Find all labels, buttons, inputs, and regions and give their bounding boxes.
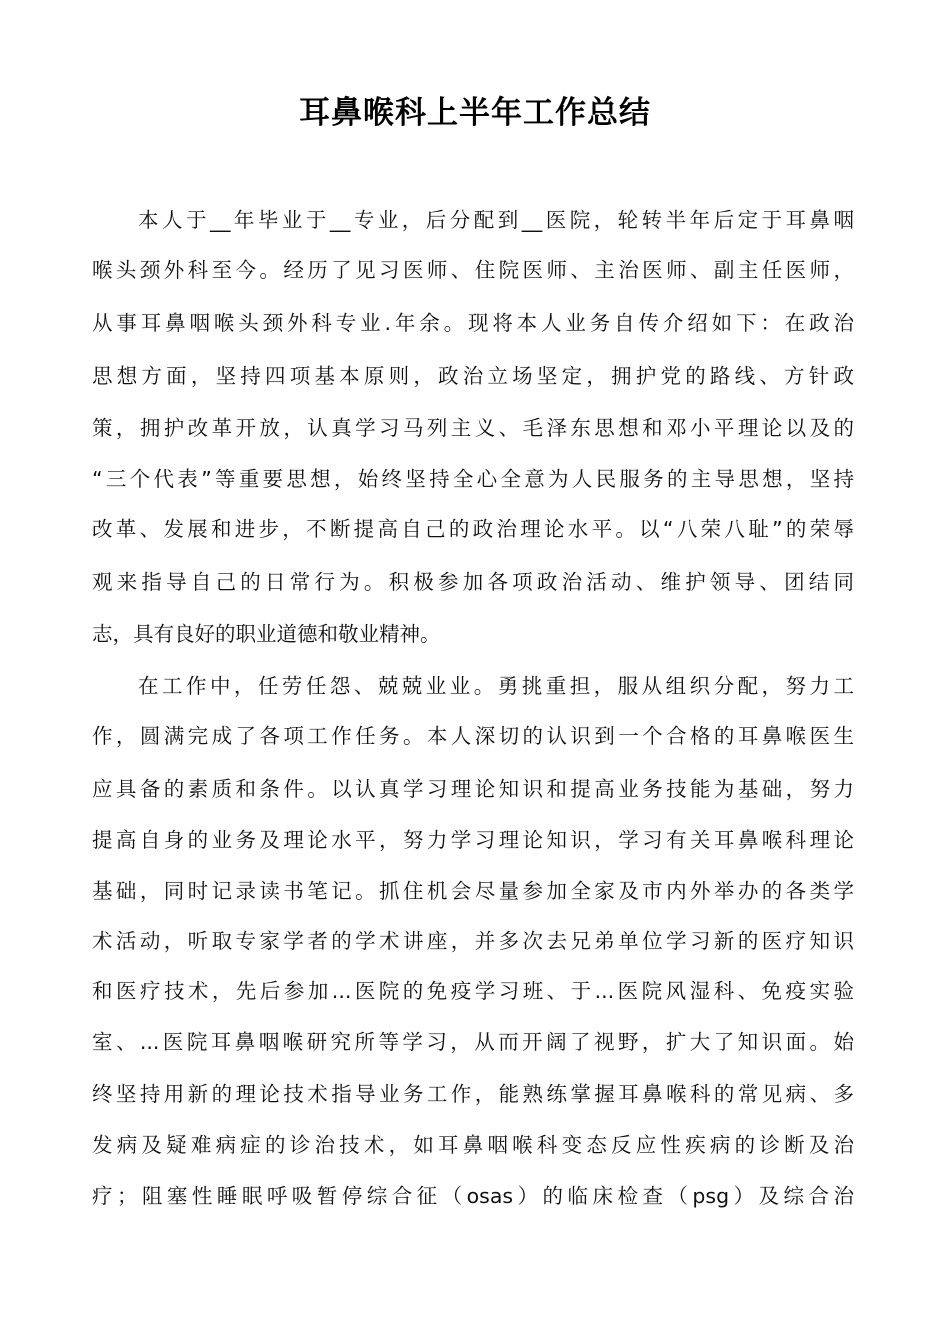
- paragraph-2-line-2: 作，圆满完成了各项工作任务。本人深切的认识到一个合格的耳鼻喉医生: [92, 724, 854, 748]
- paragraph-2-line-5: 基础，同时记录读书笔记。抓住机会尽量参加全家及市内外举办的各类学: [92, 879, 854, 903]
- paragraph-2-line-1: 在工作中，任劳任怨、兢兢业业。勇挑重担，服从组织分配，努力工: [138, 674, 854, 698]
- paragraph-2-line-3: 应具备的素质和条件。以认真学习理论知识和提高业务技能为基础，努力: [92, 777, 854, 801]
- paragraph-2-line-11: 疗；阻塞性睡眠呼吸暂停综合征（osas）的临床检查（psg）及综合治: [92, 1184, 854, 1208]
- paragraph-1-line-3: 从事耳鼻咽喉头颈外科专业.年余。现将本人业务自传介绍如下：在政治: [92, 311, 854, 335]
- paragraph-1-line-7: 改革、发展和进步，不断提高自己的政治理论水平。以“八荣八耻”的荣辱: [92, 517, 854, 541]
- paragraph-1-line-2: 喉头颈外科至今。经历了见习医师、住院医师、主治医师、副主任医师，: [92, 258, 854, 282]
- paragraph-1-line-5: 策，拥护改革开放，认真学习马列主义、毛泽东思想和邓小平理论以及的: [92, 416, 854, 440]
- paragraph-2-line-4: 提高自身的业务及理论水平，努力学习理论知识，学习有关耳鼻喉科理论: [92, 828, 854, 852]
- paragraph-1-line-1: 本人于__年毕业于__专业，后分配到__医院，轮转半年后定于耳鼻咽: [138, 208, 854, 232]
- paragraph-1-line-6: “三个代表”等重要思想，始终坚持全心全意为人民服务的主导思想，坚持: [92, 467, 854, 491]
- document-title: 耳鼻喉科上半年工作总结: [299, 95, 651, 131]
- paragraph-1-line-4: 思想方面，坚持四项基本原则，政治立场坚定，拥护党的路线、方针政: [92, 364, 854, 388]
- paragraph-2-line-7: 和医疗技术，先后参加...医院的免疫学习班、于...医院风湿科、免疫实验: [92, 979, 854, 1003]
- paragraph-1-line-8: 观来指导自己的日常行为。积极参加各项政治活动、维护领导、团结同: [92, 570, 854, 594]
- paragraph-2-line-6: 术活动，听取专家学者的学术讲座，并多次去兄弟单位学习新的医疗知识: [92, 929, 854, 953]
- paragraph-2-line-8: 室、...医院耳鼻咽喉研究所等学习，从而开阔了视野，扩大了知识面。始: [92, 1030, 854, 1054]
- paragraph-2-line-10: 发病及疑难病症的诊治技术，如耳鼻咽喉科变态反应性疾病的诊断及治: [92, 1133, 854, 1157]
- paragraph-1-line-9: 志，具有良好的职业道德和敬业精神。: [92, 622, 441, 646]
- paragraph-2-line-9: 终坚持用新的理论技术指导业务工作，能熟练掌握耳鼻喉科的常见病、多: [92, 1082, 854, 1106]
